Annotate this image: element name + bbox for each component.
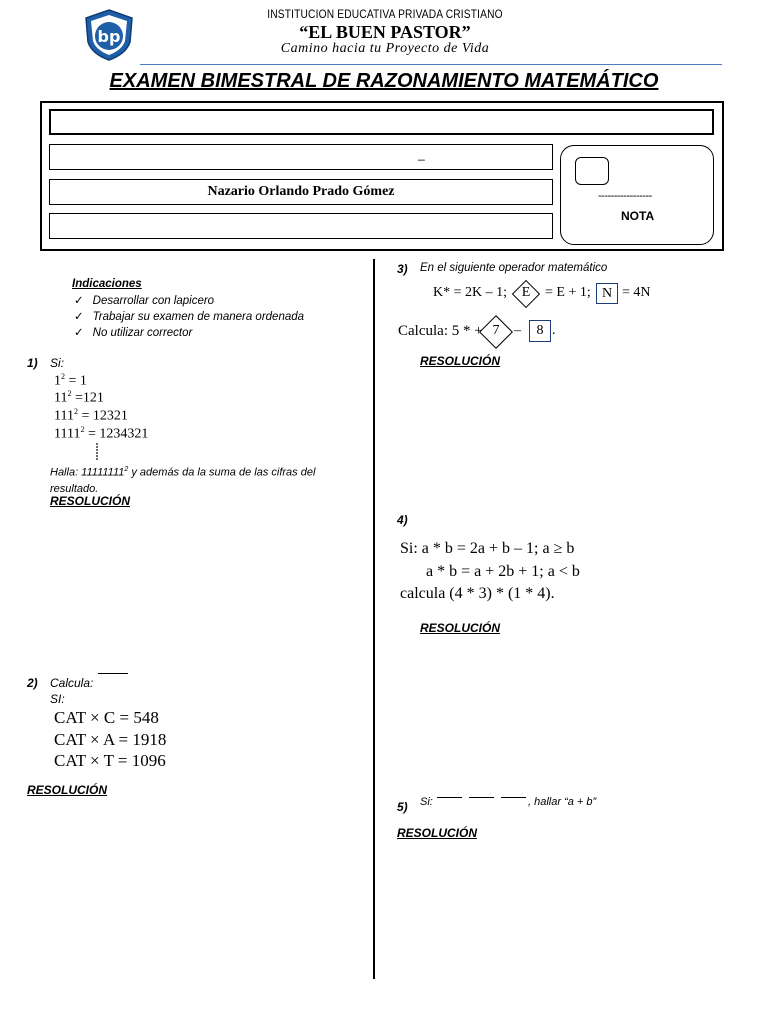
q3-definition-3: = 4N [622, 285, 651, 300]
q4-line: a * b = a + 2b + 1; a < b [426, 563, 580, 580]
diamond-variable: E [521, 285, 531, 300]
question-1-intro: Si: [50, 356, 65, 370]
question-3-number: 3) [397, 262, 408, 276]
question-2-si: SI: [50, 692, 65, 706]
question-2-number: 2) [27, 676, 38, 690]
q1-line: $111^2 = 12321$ [54, 407, 128, 424]
school-logo-shield-icon [82, 8, 136, 62]
q2-equation: CAT × C = 548 [54, 708, 159, 727]
q3-definition-2: = E + 1; [545, 285, 591, 300]
teacher-name: Nazario Orlando Prado Gómez [207, 184, 395, 199]
instructions-title: Indicaciones [72, 278, 142, 290]
q2-resolution-label: RESOLUCIÓN [27, 783, 108, 797]
check-icon: ✓ [74, 295, 84, 307]
diamond-number: 7 [492, 323, 500, 338]
institution-name: INSTITUCION EDUCATIVA PRIVADA CRISTIANO [267, 7, 503, 21]
question-5-number: 5) [397, 800, 408, 814]
overline-ba [469, 797, 494, 798]
check-icon: ✓ [74, 311, 84, 323]
q3-calcula: Calcula: 5 * + [398, 323, 483, 339]
q1-line: $1^2 = 1$ [54, 372, 87, 389]
q3-resolution-label: RESOLUCIÓN [420, 354, 501, 368]
column-divider [373, 259, 375, 979]
q3-definition-1: K* = 2K – 1; [433, 285, 508, 300]
q5-resolution-label: RESOLUCIÓN [397, 826, 478, 840]
question-5-intro: Si: [420, 796, 433, 808]
q4-resolution-label: RESOLUCIÓN [420, 621, 501, 635]
instruction-item: ✓ Desarrollar con lapicero [74, 295, 215, 307]
overline-sum [501, 797, 526, 798]
exam-title: EXAMEN BIMESTRAL DE RAZONAMIENTO MATEMÁTICO [109, 70, 659, 92]
student-name-field[interactable] [49, 109, 714, 135]
q4-line: Si: a * b = 2a + b – 1; a ≥ b [400, 540, 575, 557]
grade-score-box[interactable] [575, 157, 609, 185]
logo-text: bp [97, 27, 121, 46]
question-1-statement: Halla: 11111111$^2$ y además da la suma de las cifras del resultado. [50, 466, 316, 495]
q2-equation: CAT × A = 1918 [54, 730, 167, 749]
question-5-suffix: , hallar “a + b” [528, 796, 597, 808]
calcula-overline [98, 673, 128, 674]
check-icon: ✓ [74, 327, 84, 339]
q1-resolution-label: RESOLUCIÓN [50, 494, 131, 508]
instruction-item: ✓ No utilizar corrector [74, 327, 193, 339]
q3-end: . [552, 323, 556, 338]
vertical-ellipsis-icon [94, 442, 100, 460]
q1-line: $1111^2 = 1234321$ [54, 425, 149, 442]
q4-line: calcula (4 * 3) * (1 * 4). [400, 585, 555, 602]
square-operator: N [596, 283, 618, 304]
question-1-number: 1) [27, 356, 38, 370]
teacher-name-field [49, 179, 553, 205]
school-motto: Camino hacia tu Proyecto de Vida [280, 41, 490, 56]
q3-minus: – [514, 323, 521, 338]
question-3-intro: En el siguiente operador matemático [420, 262, 608, 274]
date-field[interactable] [49, 213, 553, 239]
grade-section-field[interactable] [49, 144, 553, 170]
grade-dashes: ----------------- [598, 190, 652, 202]
square-operator: 8 [529, 320, 551, 342]
question-2-intro: Calcula: [50, 676, 94, 690]
grade-label: NOTA [621, 209, 655, 223]
grade-dash: _ [418, 147, 425, 161]
q1-line: $11^2 =121$ [54, 389, 104, 406]
header-rule [140, 64, 722, 65]
instruction-item: ✓ Trabajar su examen de manera ordenada [74, 311, 305, 323]
question-4-number: 4) [397, 513, 408, 527]
overline-ab [437, 797, 462, 798]
q2-equation: CAT × T = 1096 [54, 751, 166, 770]
school-name: “EL BUEN PASTOR” [299, 22, 471, 42]
